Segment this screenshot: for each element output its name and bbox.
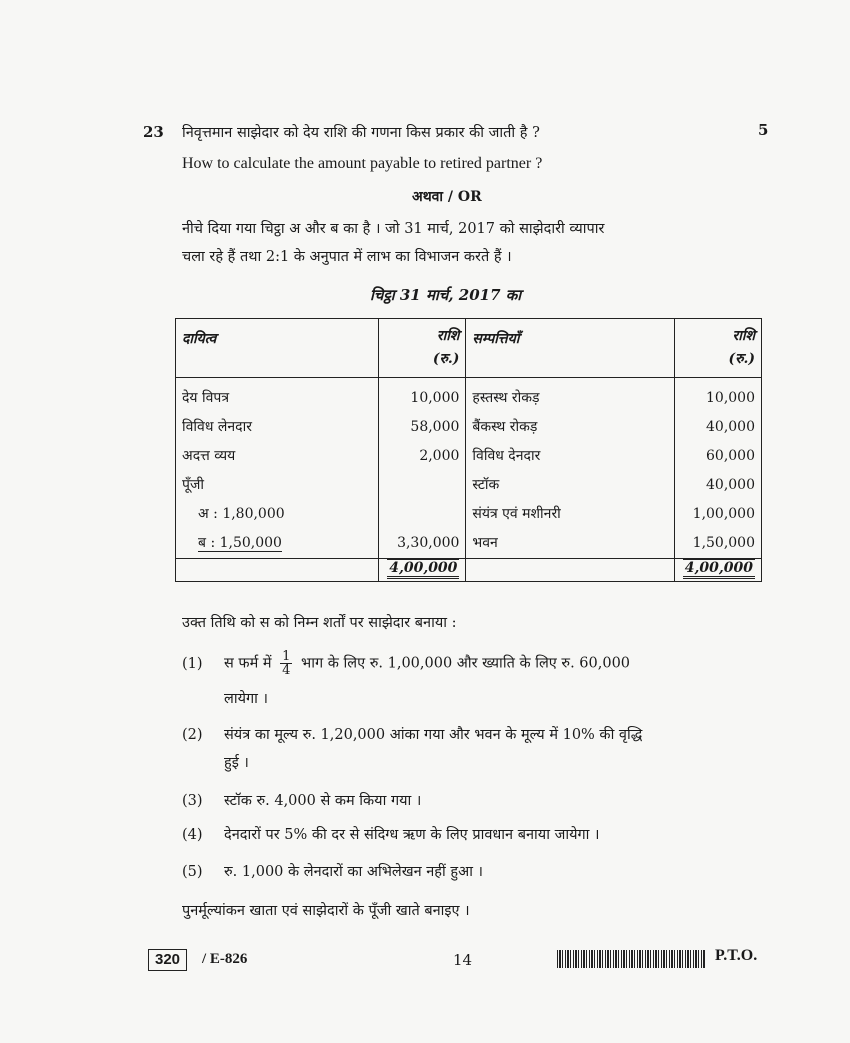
header-amount-liabilities: राशि (रु.)	[379, 319, 466, 378]
asset-label: संयंत्र एवं मशीनरी	[472, 506, 561, 522]
header-liabilities: दायित्व	[176, 319, 379, 378]
condition-1-continued: लायेगा ।	[224, 691, 269, 707]
liability-label: विविध लेनदार	[182, 419, 252, 435]
balance-sheet-table	[175, 318, 762, 582]
condition-4: (4) देनदारों पर 5% की दर से संदिग्ध ऋण के लिए प्रावधान बनाया जायेगा ।	[182, 827, 600, 843]
page-number: 14	[453, 951, 473, 969]
asset-label: बैंकस्थ रोकड़	[472, 419, 538, 435]
condition-1: (1) स फर्म में $\frac{1}{4}$ भाग के लिए रु. 1,00,000 और ख्याति के लिए रु. 60,000	[182, 649, 631, 678]
paper-code-box: 320	[148, 949, 187, 971]
total-liabilities: 4,00,000	[379, 559, 466, 582]
asset-label: स्टॉक	[472, 477, 500, 493]
question-hindi: निवृत्तमान साझेदार को देय राशि की गणना किस प्रकार की जाती है ?	[182, 125, 540, 141]
pto-label: P.T.O.	[715, 947, 758, 964]
or-label: अथवा / OR	[412, 189, 482, 205]
table-title: चिट्ठा 31 मार्च, 2017 का	[370, 286, 522, 304]
condition-2-continued: हुई ।	[224, 755, 249, 771]
question-number: 23	[143, 123, 164, 141]
liability-amount	[385, 471, 459, 500]
assets-amount-column	[674, 378, 761, 559]
liability-amount: 2,000	[419, 448, 460, 464]
liabilities-amount-column	[379, 378, 466, 559]
barcode-icon	[557, 950, 705, 968]
question-marks: 5	[758, 121, 769, 139]
condition-2: (2) संयंत्र का मूल्य रु. 1,20,000 आंका गया और भवन के मूल्य में 10% की वृद्धि	[182, 727, 643, 743]
total-assets: 4,00,000	[674, 559, 761, 582]
final-instruction: पुनर्मूल्यांकन खाता एवं साझेदारों के पूँजी खाते बनाइए ।	[182, 903, 470, 919]
liabilities-column	[176, 378, 379, 559]
table-total-row	[176, 559, 762, 582]
intro-line-1: नीचे दिया गया चिट्ठा अ और ब का है । जो 31 मार्च, 2017 को साझेदारी व्यापार	[182, 221, 605, 237]
asset-amount: 1,00,000	[692, 506, 755, 522]
fraction: $\frac{1}{4}$	[282, 649, 291, 678]
liability-label: अदत्त व्यय	[182, 448, 236, 464]
terms-intro: उक्त तिथि को स को निम्न शर्तों पर साझेदार बनाया :	[182, 615, 457, 631]
assets-column	[466, 378, 674, 559]
intro-line-2: चला रहे हैं तथा 2:1 के अनुपात में लाभ का विभाजन करते हैं ।	[182, 249, 512, 265]
liability-label: ब : 1,50,000	[198, 535, 282, 551]
liability-label: देय विपत्र	[182, 390, 230, 406]
asset-label: भवन	[472, 535, 498, 551]
liability-label: पूँजी	[182, 477, 204, 493]
header-assets: सम्पत्तियाँ	[466, 319, 674, 378]
asset-amount: 40,000	[706, 477, 755, 493]
asset-amount: 10,000	[706, 390, 755, 406]
set-code: / E-826	[202, 951, 248, 967]
liability-amount	[385, 500, 459, 529]
condition-5: (5) रु. 1,000 के लेनदारों का अभिलेखन नहीं हुआ ।	[182, 864, 483, 880]
asset-label: हस्तस्थ रोकड़	[472, 390, 540, 406]
table-header-row	[176, 319, 762, 378]
liability-amount: 3,30,000	[397, 535, 460, 551]
liability-amount: 58,000	[410, 419, 460, 435]
asset-label: विविध देनदार	[472, 448, 541, 464]
table-body-row	[176, 378, 762, 559]
asset-amount: 40,000	[706, 419, 755, 435]
header-amount-assets: राशि (रु.)	[674, 319, 761, 378]
question-english: How to calculate the amount payable to retired partner ?	[182, 155, 543, 172]
asset-amount: 1,50,000	[692, 535, 755, 551]
liability-amount: 10,000	[410, 390, 460, 406]
liability-label: अ : 1,80,000	[198, 506, 285, 522]
asset-amount: 60,000	[706, 448, 755, 464]
condition-3: (3) स्टॉक रु. 4,000 से कम किया गया ।	[182, 793, 422, 809]
